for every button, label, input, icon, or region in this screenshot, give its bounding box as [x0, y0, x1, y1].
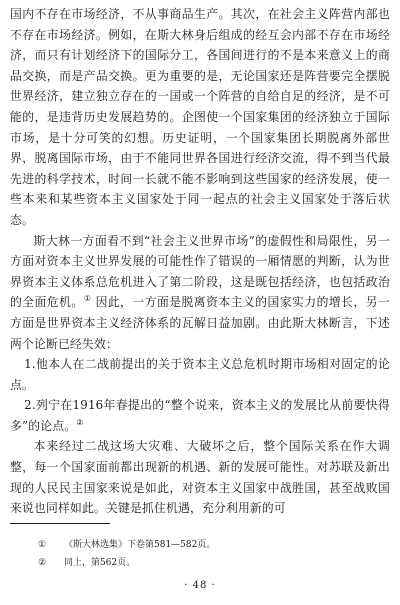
paragraph-2-text: 斯大林一方面看不到“社会主义世界市场”的虚假性和局限性，另一方面对资本主义世界发展的可能性作了错误的一厢情愿的判断，认为世界资本主义体系总危机进入了第二阶段，这是既包括经济，也包括政治的全面危机。: [10, 233, 390, 310]
list-item-1: 1.他本人在二战前提出的关于资本主义总危机时期市场相对固定的论点。: [10, 357, 390, 392]
footnote-2: [38, 554, 378, 572]
paragraph-1: 国内不存在市场经济，不从事商品生产。其次，在社会主义阵营内部也不存在市场经济。例如，在斯大林身后组成的经互会内部不存在市场经济，而只有计划经济下的国际分工，各国间进行的不是本来意义上的商品交换，而是产品交换。更为重要的是，无论国家还是阵营要完全摆脱世界经济，建立独立存在的一国或一个阵营的自给自足的经济，是不可能的，是违背历史发展趋势的。企图使一个国家集团的经济独立于国际市场，是十分可笑的幻想。历史证明，一个国家集团长期脱离外部世界，脱离国际市场，由于不能同世界各国进行经济交流，得不到当代最先进的科学技术，时间一长就不能不影响到这些国家的经济发展，使一些本来和某些资本主义国家处于同一起点的社会主义国家处于落后状态。: [10, 7, 390, 227]
footnotes: [38, 536, 378, 572]
footnote-1: [38, 536, 378, 554]
paragraph-3: 本来经过二战这场大灾难、大破坏之后，整个国际关系在作大调整，每一个国家面前都出现新的机遇、新的发展可能性。对苏联及新出现的人民民主国家来说是如此，对资本主义国家中战胜国，甚至战败国来说也同样如此。关键是抓住机遇，充分利用新的可: [10, 439, 390, 516]
footnote-1-mark: ①: [38, 540, 47, 550]
footnote-divider: [10, 523, 110, 524]
footnote-2-mark: ②: [38, 558, 47, 568]
body-text: [10, 4, 390, 519]
page-number: · 48 ·: [184, 580, 216, 591]
footnote-1-text: 《斯大林选集》下卷第581—582页。: [64, 540, 216, 550]
footnote-2-text: 同上，第562页。: [64, 558, 136, 568]
footnote-ref-2[interactable]: ②: [76, 417, 84, 427]
paragraph-2-tail: 因此，一方面是脱离资本主义的国家实力的增长，另一方面是世界资本主义经济体系的瓦解日益加剧。由此斯大林断言，下述两个论断已经失效：: [10, 295, 390, 351]
list-item-2: [10, 395, 390, 436]
footnote-ref-1[interactable]: ①: [83, 294, 92, 304]
paragraph-2: [10, 231, 390, 355]
list-item-2-text: 2.列宁在1916年春提出的“整个说来，资本主义的发展比从前要快得多”的论点。: [10, 398, 390, 433]
